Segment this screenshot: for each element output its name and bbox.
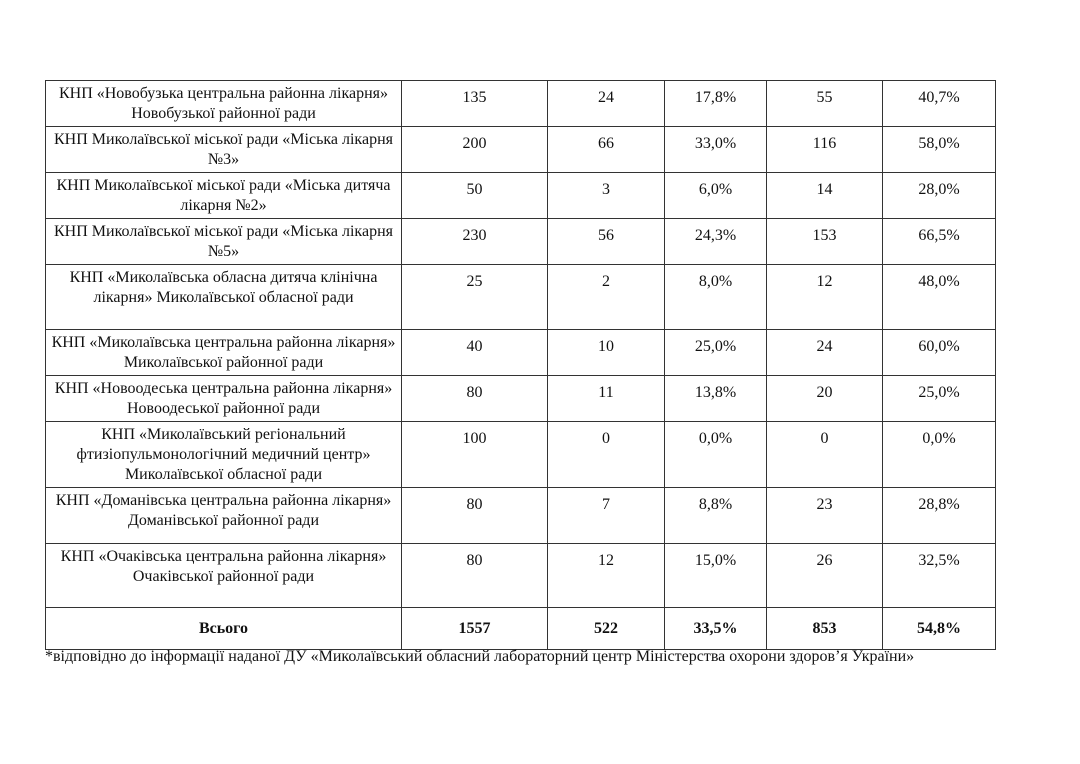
total-cell: 135 xyxy=(402,81,548,127)
total-label-cell: Всього xyxy=(46,608,402,650)
tested-pct-cell: 24,3% xyxy=(665,219,767,265)
table-row xyxy=(46,376,996,422)
tested-pct-cell: 33,0% xyxy=(665,127,767,173)
positive-cell: 153 xyxy=(767,219,883,265)
positive-pct-cell: 25,0% xyxy=(883,376,996,422)
total-positive-cell: 853 xyxy=(767,608,883,650)
tested-pct-cell: 25,0% xyxy=(665,330,767,376)
hospital-name-cell: КНП «Миколаївський регіональний фтизіопульмонологічний медичний центр» Миколаївської обласної ради xyxy=(46,422,402,488)
hospital-name-cell: КНП Миколаївської міської ради «Міська лікарня №3» xyxy=(46,127,402,173)
total-cell: 230 xyxy=(402,219,548,265)
total-cell: 40 xyxy=(402,330,548,376)
total-row xyxy=(46,608,996,650)
positive-pct-cell: 32,5% xyxy=(883,544,996,608)
tested-cell: 7 xyxy=(548,488,665,544)
positive-pct-cell: 60,0% xyxy=(883,330,996,376)
positive-cell: 55 xyxy=(767,81,883,127)
total-tested-pct-cell: 33,5% xyxy=(665,608,767,650)
positive-pct-cell: 40,7% xyxy=(883,81,996,127)
tested-cell: 12 xyxy=(548,544,665,608)
positive-cell: 12 xyxy=(767,265,883,330)
tested-cell: 3 xyxy=(548,173,665,219)
tested-cell: 0 xyxy=(548,422,665,488)
hospital-name-cell: КНП Миколаївської міської ради «Міська лікарня №5» xyxy=(46,219,402,265)
total-cell: 80 xyxy=(402,488,548,544)
positive-pct-cell: 0,0% xyxy=(883,422,996,488)
tested-pct-cell: 13,8% xyxy=(665,376,767,422)
hospital-name-cell: КНП «Новобузька центральна районна лікарня» Новобузької районної ради xyxy=(46,81,402,127)
tested-pct-cell: 8,8% xyxy=(665,488,767,544)
tested-pct-cell: 8,0% xyxy=(665,265,767,330)
total-cell: 25 xyxy=(402,265,548,330)
tested-cell: 24 xyxy=(548,81,665,127)
positive-pct-cell: 28,8% xyxy=(883,488,996,544)
total-cell: 200 xyxy=(402,127,548,173)
total-cell: 80 xyxy=(402,544,548,608)
tested-pct-cell: 6,0% xyxy=(665,173,767,219)
total-cell: 50 xyxy=(402,173,548,219)
table-row xyxy=(46,127,996,173)
positive-pct-cell: 28,0% xyxy=(883,173,996,219)
hospital-name-cell: КНП Миколаївської міської ради «Міська дитяча лікарня №2» xyxy=(46,173,402,219)
positive-cell: 0 xyxy=(767,422,883,488)
table-row xyxy=(46,265,996,330)
positive-cell: 26 xyxy=(767,544,883,608)
positive-pct-cell: 58,0% xyxy=(883,127,996,173)
positive-cell: 23 xyxy=(767,488,883,544)
table-row xyxy=(46,219,996,265)
tested-pct-cell: 15,0% xyxy=(665,544,767,608)
hospital-table xyxy=(45,80,996,650)
positive-cell: 24 xyxy=(767,330,883,376)
hospital-name-cell: КНП «Очаківська центральна районна лікарня» Очаківської районної ради xyxy=(46,544,402,608)
table-row xyxy=(46,422,996,488)
positive-pct-cell: 66,5% xyxy=(883,219,996,265)
positive-cell: 14 xyxy=(767,173,883,219)
table-row xyxy=(46,488,996,544)
table-row xyxy=(46,173,996,219)
positive-cell: 20 xyxy=(767,376,883,422)
table-body xyxy=(46,81,996,650)
hospital-name-cell: КНП «Миколаївська центральна районна лікарня» Миколаївської районної ради xyxy=(46,330,402,376)
total-cell: 100 xyxy=(402,422,548,488)
hospital-name-cell: КНП «Новоодеська центральна районна лікарня» Новоодеської районної ради xyxy=(46,376,402,422)
table-row xyxy=(46,81,996,127)
footnote: *відповідно до інформації наданої ДУ «Миколаївський обласний лабораторний центр Міністерства охорони здоров’я України» xyxy=(45,648,915,665)
total-cell: 80 xyxy=(402,376,548,422)
positive-cell: 116 xyxy=(767,127,883,173)
hospital-name-cell: КНП «Доманівська центральна районна лікарня» Доманівської районної ради xyxy=(46,488,402,544)
tested-cell: 11 xyxy=(548,376,665,422)
total-tested-cell: 522 xyxy=(548,608,665,650)
hospital-name-cell: КНП «Миколаївська обласна дитяча клінічна лікарня» Миколаївської обласної ради xyxy=(46,265,402,330)
positive-pct-cell: 48,0% xyxy=(883,265,996,330)
tested-pct-cell: 17,8% xyxy=(665,81,767,127)
tested-pct-cell: 0,0% xyxy=(665,422,767,488)
table-row xyxy=(46,330,996,376)
tested-cell: 66 xyxy=(548,127,665,173)
total-positive-pct-cell: 54,8% xyxy=(883,608,996,650)
total-total-cell: 1557 xyxy=(402,608,548,650)
tested-cell: 56 xyxy=(548,219,665,265)
tested-cell: 10 xyxy=(548,330,665,376)
tested-cell: 2 xyxy=(548,265,665,330)
table-row xyxy=(46,544,996,608)
